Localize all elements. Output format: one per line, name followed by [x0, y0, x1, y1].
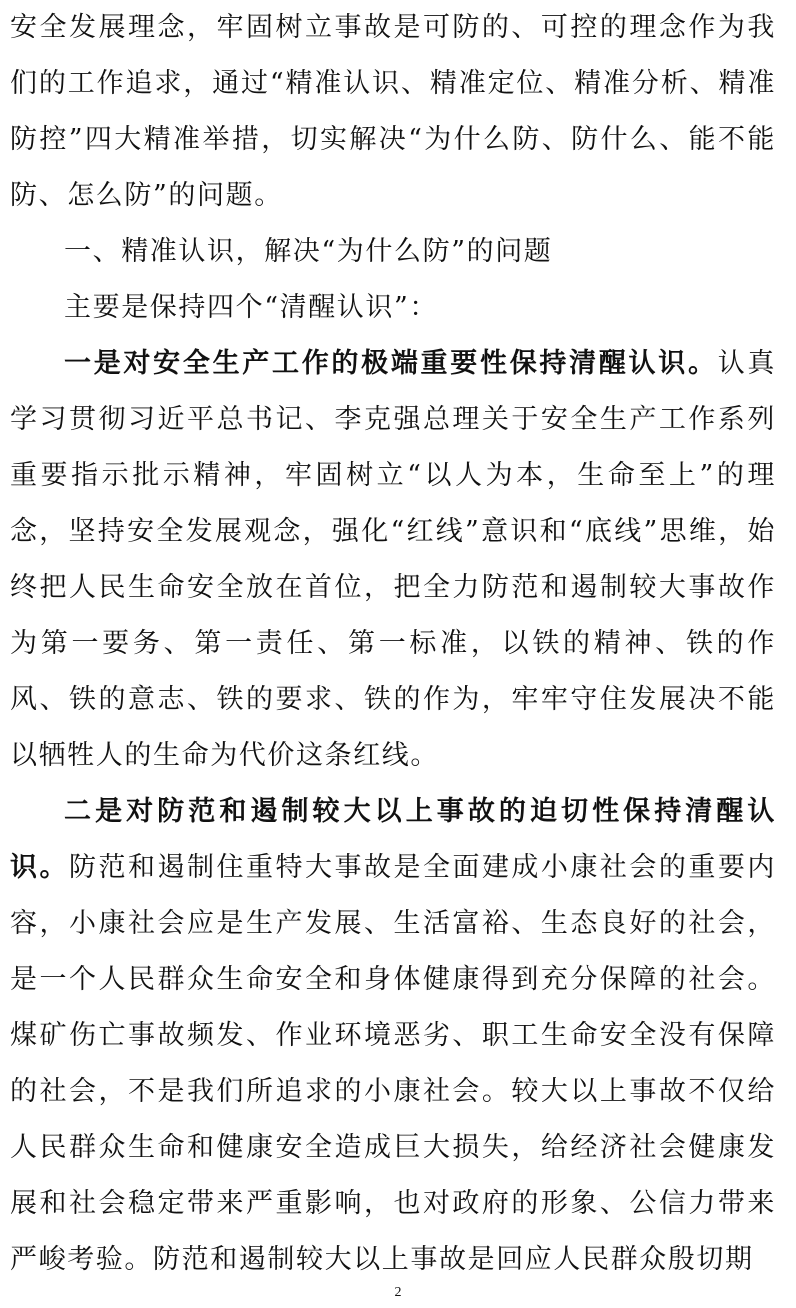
section-summary: 主要是保持四个“清醒认识”： — [64, 292, 439, 323]
page-number: 2 — [394, 1285, 402, 1300]
intro-paragraph: 安全发展理念，牢固树立事故是可防的、可控的理念作为我们的工作追求，通过“精准认识、精准定位、精准分析、精准防控”四大精准举措，切实解决“为什么防、防什么、能不能防、怎么防”的问题。 — [10, 12, 776, 211]
point-1-body: 认真学习贯彻习近平总书记、李克强总理关于安全生产工作系列重要指示批示精神，牢固树立“以人为本，生命至上”的理念，坚持安全发展观念，强化“红线”意识和“底线”思维，始终把人民生命安全放在首位，把全力防范和遏制较大事故作为第一要务、第一责任、第一标准，以铁的精神、铁的作风、铁的意志、铁的要求、铁的作为，牢牢守住发展决不能以牺牲人的生命为代价这条红线。 — [10, 348, 777, 771]
document-body — [10, 0, 776, 1288]
point-1-paragraph — [10, 336, 776, 784]
point-2-paragraph — [10, 784, 776, 1288]
point-2-lead: 二是对防范和遏制较大以上事故的迫切性保持清醒认识。 — [10, 796, 776, 883]
point-2-body: 防范和遏制住重特大事故是全面建成小康社会的重要内容，小康社会应是生产发展、生活富裕、生态良好的社会，是一个人民群众生命安全和身体健康得到充分保障的社会。煤矿伤亡事故频发、作业环境恶劣、职工生命安全没有保障的社会，不是我们所追求的小康社会。较大以上事故不仅给人民群众生命和健康安全造成巨大损失，给经济社会健康发展和社会稳定带来严重影响，也对政府的形象、公信力带来严峻考验。防范和遏制较大以上事故是回应人民群众殷切期 — [10, 852, 776, 1275]
section-heading: 一、精准认识，解决“为什么防”的问题 — [64, 236, 553, 267]
point-1-lead: 一是对安全生产工作的极端重要性保持清醒认识。 — [64, 348, 718, 379]
